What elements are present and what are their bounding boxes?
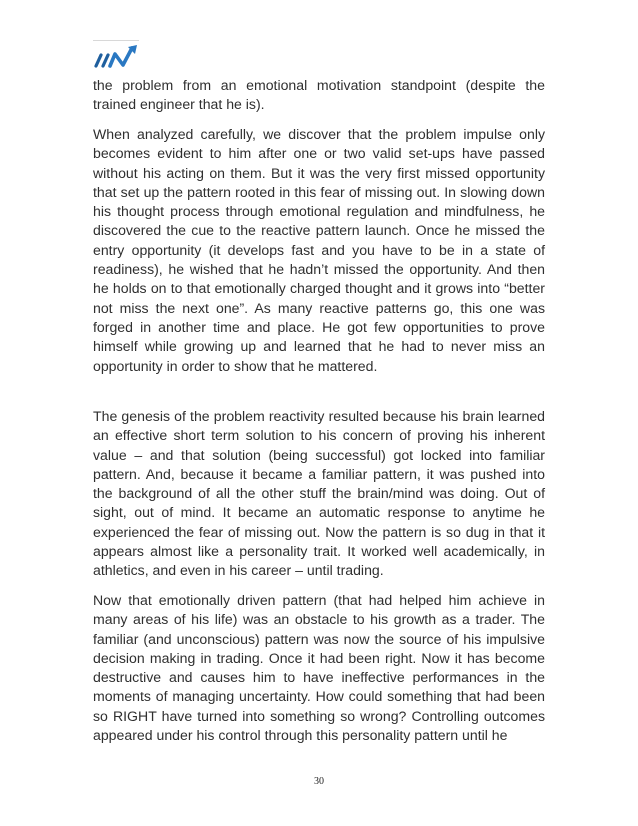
paragraph-text: Now that emotionally driven pattern (that had helped him achieve in many areas of his life) was an obstacle to his growth as a trader. The familiar (and unconscious) pattern was now the source of his impulsive decision making in trading. Once it had been right. Now it has become destructive and causes him to have ineffective performances in the moments of managing uncertainty. How could something that had been so RIGHT have turned into something so wrong? Controlling outcomes appeared under his control through this personality pattern until he <box>93 592 545 744</box>
paragraph-text: The genesis of the problem reactivity resulted because his brain learned an effective short term solution to his concern of proving his inherent value – and that solution (being successful) got locked into familiar pattern. And, because it became a familiar pattern, it was pushed into the background of all the other stuff the brain/mind was doing. Out of sight, out of mind. It became an automatic response to anytime he experienced the fear of missing out. Now the pattern is so dug in that it appears almost like a personality trait. It worked well academically, in athletics, and even in his career – until trading. <box>93 408 545 579</box>
paragraph-text: the problem from an emotional motivation standpoint (despite the trained engineer that he is). <box>93 77 545 113</box>
paragraph-text: When analyzed carefully, we discover that the problem impulse only becomes evident to him after one or two valid set-ups have passed without his acting on them. But it was the very first missed opportunity that set up the pattern rooted in this fear of missing out. In slowing down his thought process through emotional regulation and mindfulness, he discovered the cue to the reactive pattern launch. Once he missed the entry opportunity (it develops fast and you have to be in a state of readiness), he wished that he hadn’t missed the opportunity. And then he holds on to that emotionally charged thought and it grows into “better not miss the next one”. As many reactive patterns go, this one was forged in another time and place. He got few opportunities to prove himself while growing up and learned that he had to never miss an opportunity in order to show that he mattered. <box>93 126 545 374</box>
paragraph-obstacle <box>93 591 545 745</box>
header-divider <box>93 40 139 41</box>
page-number: 30 <box>314 776 324 787</box>
paragraph-genesis <box>93 407 545 581</box>
paragraph-analysis <box>93 125 545 376</box>
paragraph-continuation <box>93 76 545 115</box>
trading-arrow-logo-icon <box>93 44 141 70</box>
